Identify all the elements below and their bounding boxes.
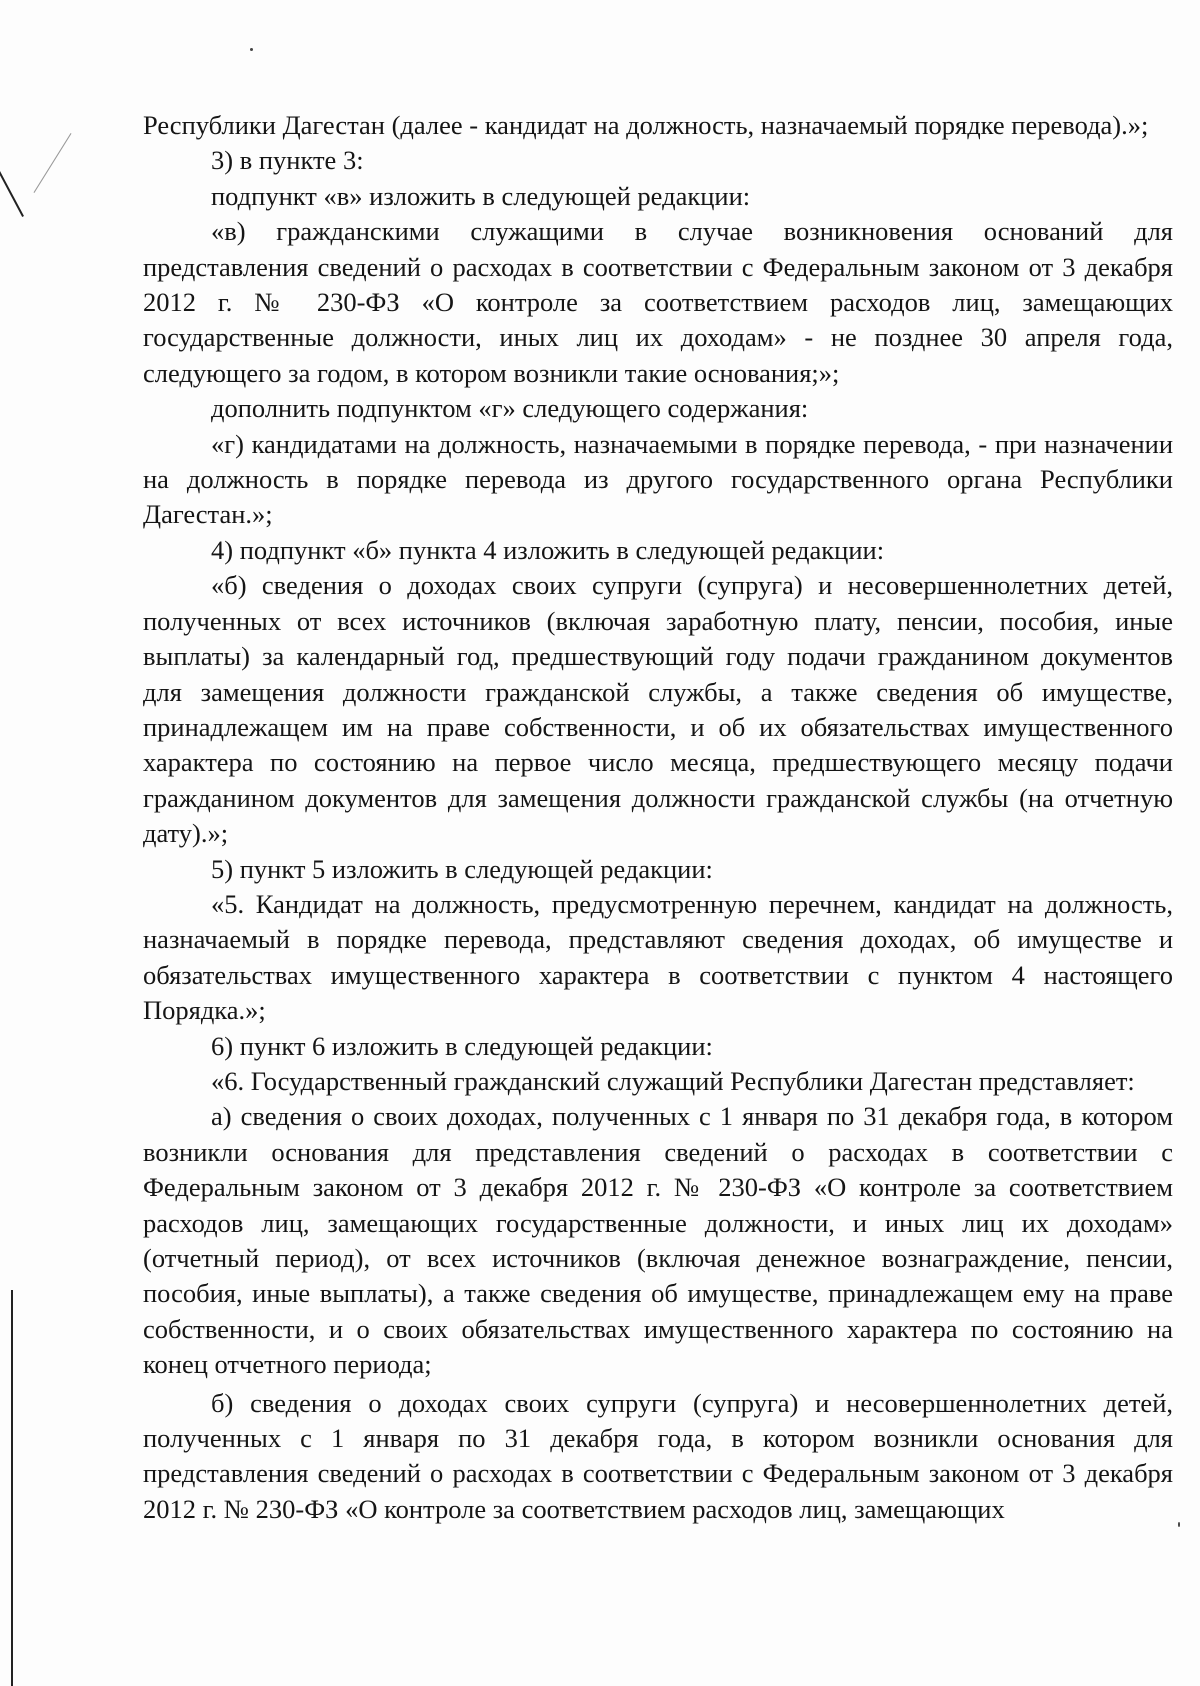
paragraph: 5) пункт 5 изложить в следующей редакции: — [211, 853, 713, 884]
scan-edge-mark — [34, 133, 72, 193]
paragraph: Республики Дагестан (далее - кандидат на должность, назначаемый порядке перевода).»; — [143, 110, 1149, 140]
scan-edge-mark — [0, 163, 24, 217]
paragraph: 6) пункт 6 изложить в следующей редакции: — [211, 1030, 713, 1061]
scan-speck — [250, 48, 253, 51]
document-body — [143, 108, 1173, 1527]
paragraph: «г) кандидатами на должность, назначаемыми в порядке перевода, - при назначении на должность в порядке перевода из другого государственного органа Республики Дагестан.»; — [143, 428, 1173, 530]
paragraph: б) сведения о доходах своих супруги (супруга) и несовершеннолетних детей, полученных с 1 января по 31 декабря года, в котором возникли основания для представления сведений о расходах в соответствии с Федеральным законом от 3 декабря 2012 г. № 230-ФЗ «О контроле за соответствием расходов лиц, замещающих — [143, 1387, 1173, 1524]
scan-edge-mark — [11, 1290, 13, 1686]
paragraph: подпункт «в» изложить в следующей редакции: — [211, 180, 751, 211]
paragraph: 4) подпункт «б» пункта 4 изложить в следующей редакции: — [211, 534, 885, 565]
paragraph: дополнить подпунктом «г» следующего содержания: — [211, 393, 809, 424]
paragraph: «в) гражданскими служащими в случае возникновения оснований для представления сведений о расходах в соответствии с Федеральным законом от 3 декабря 2012 г. № 230-ФЗ «О контроле за соответствием расходов лиц, замещающих государственные должности, иных лиц их доходам» - не позднее 30 апреля года, следующего за годом, в котором возникли такие основания;»; — [143, 216, 1173, 388]
paragraph: а) сведения о своих доходах, полученных с 1 января по 31 декабря года, в котором возникли основания для представления сведений о расходах в соответствии с Федеральным законом от 3 декабря 2012 г. № 230-ФЗ «О контроле за соответствием расходов лиц, замещающих государственные должности, и иных лиц их доходам» (отчетный период), от всех источников (включая денежное вознаграждение, пенсии, пособия, иные выплаты), а также сведения об имуществе, принадлежащем ему на праве собственности, и о своих обязательствах имущественного характера по состоянию на конец отчетного периода; — [143, 1101, 1173, 1380]
paragraph: «б) сведения о доходах своих супруги (супруга) и несовершеннолетних детей, полученных от всех источников (включая заработную плату, пенсии, пособия, иные выплаты) за календарный год, предшествующий году подачи гражданином документов для замещения должности гражданской службы, а также сведения об имуществе, принадлежащем им на праве собственности, и об их обязательствах имущественного характера по состоянию на первое число месяца, предшествующего месяцу подачи гражданином документов для замещения должности гражданской службы (на отчетную дату).»; — [143, 570, 1173, 849]
scan-speck — [1178, 1522, 1180, 1527]
paragraph: «5. Кандидат на должность, предусмотренную перечнем, кандидат на должность, назначаемый в порядке перевода, представляют сведения доходах, об имуществе и обязательствах имущественного характера в соответствии с пунктом 4 настоящего Порядка.»; — [143, 888, 1173, 1026]
paragraph: 3) в пункте 3: — [211, 145, 364, 176]
paragraph: «6. Государственный гражданский служащий Республики Дагестан представляет: — [211, 1065, 1135, 1096]
